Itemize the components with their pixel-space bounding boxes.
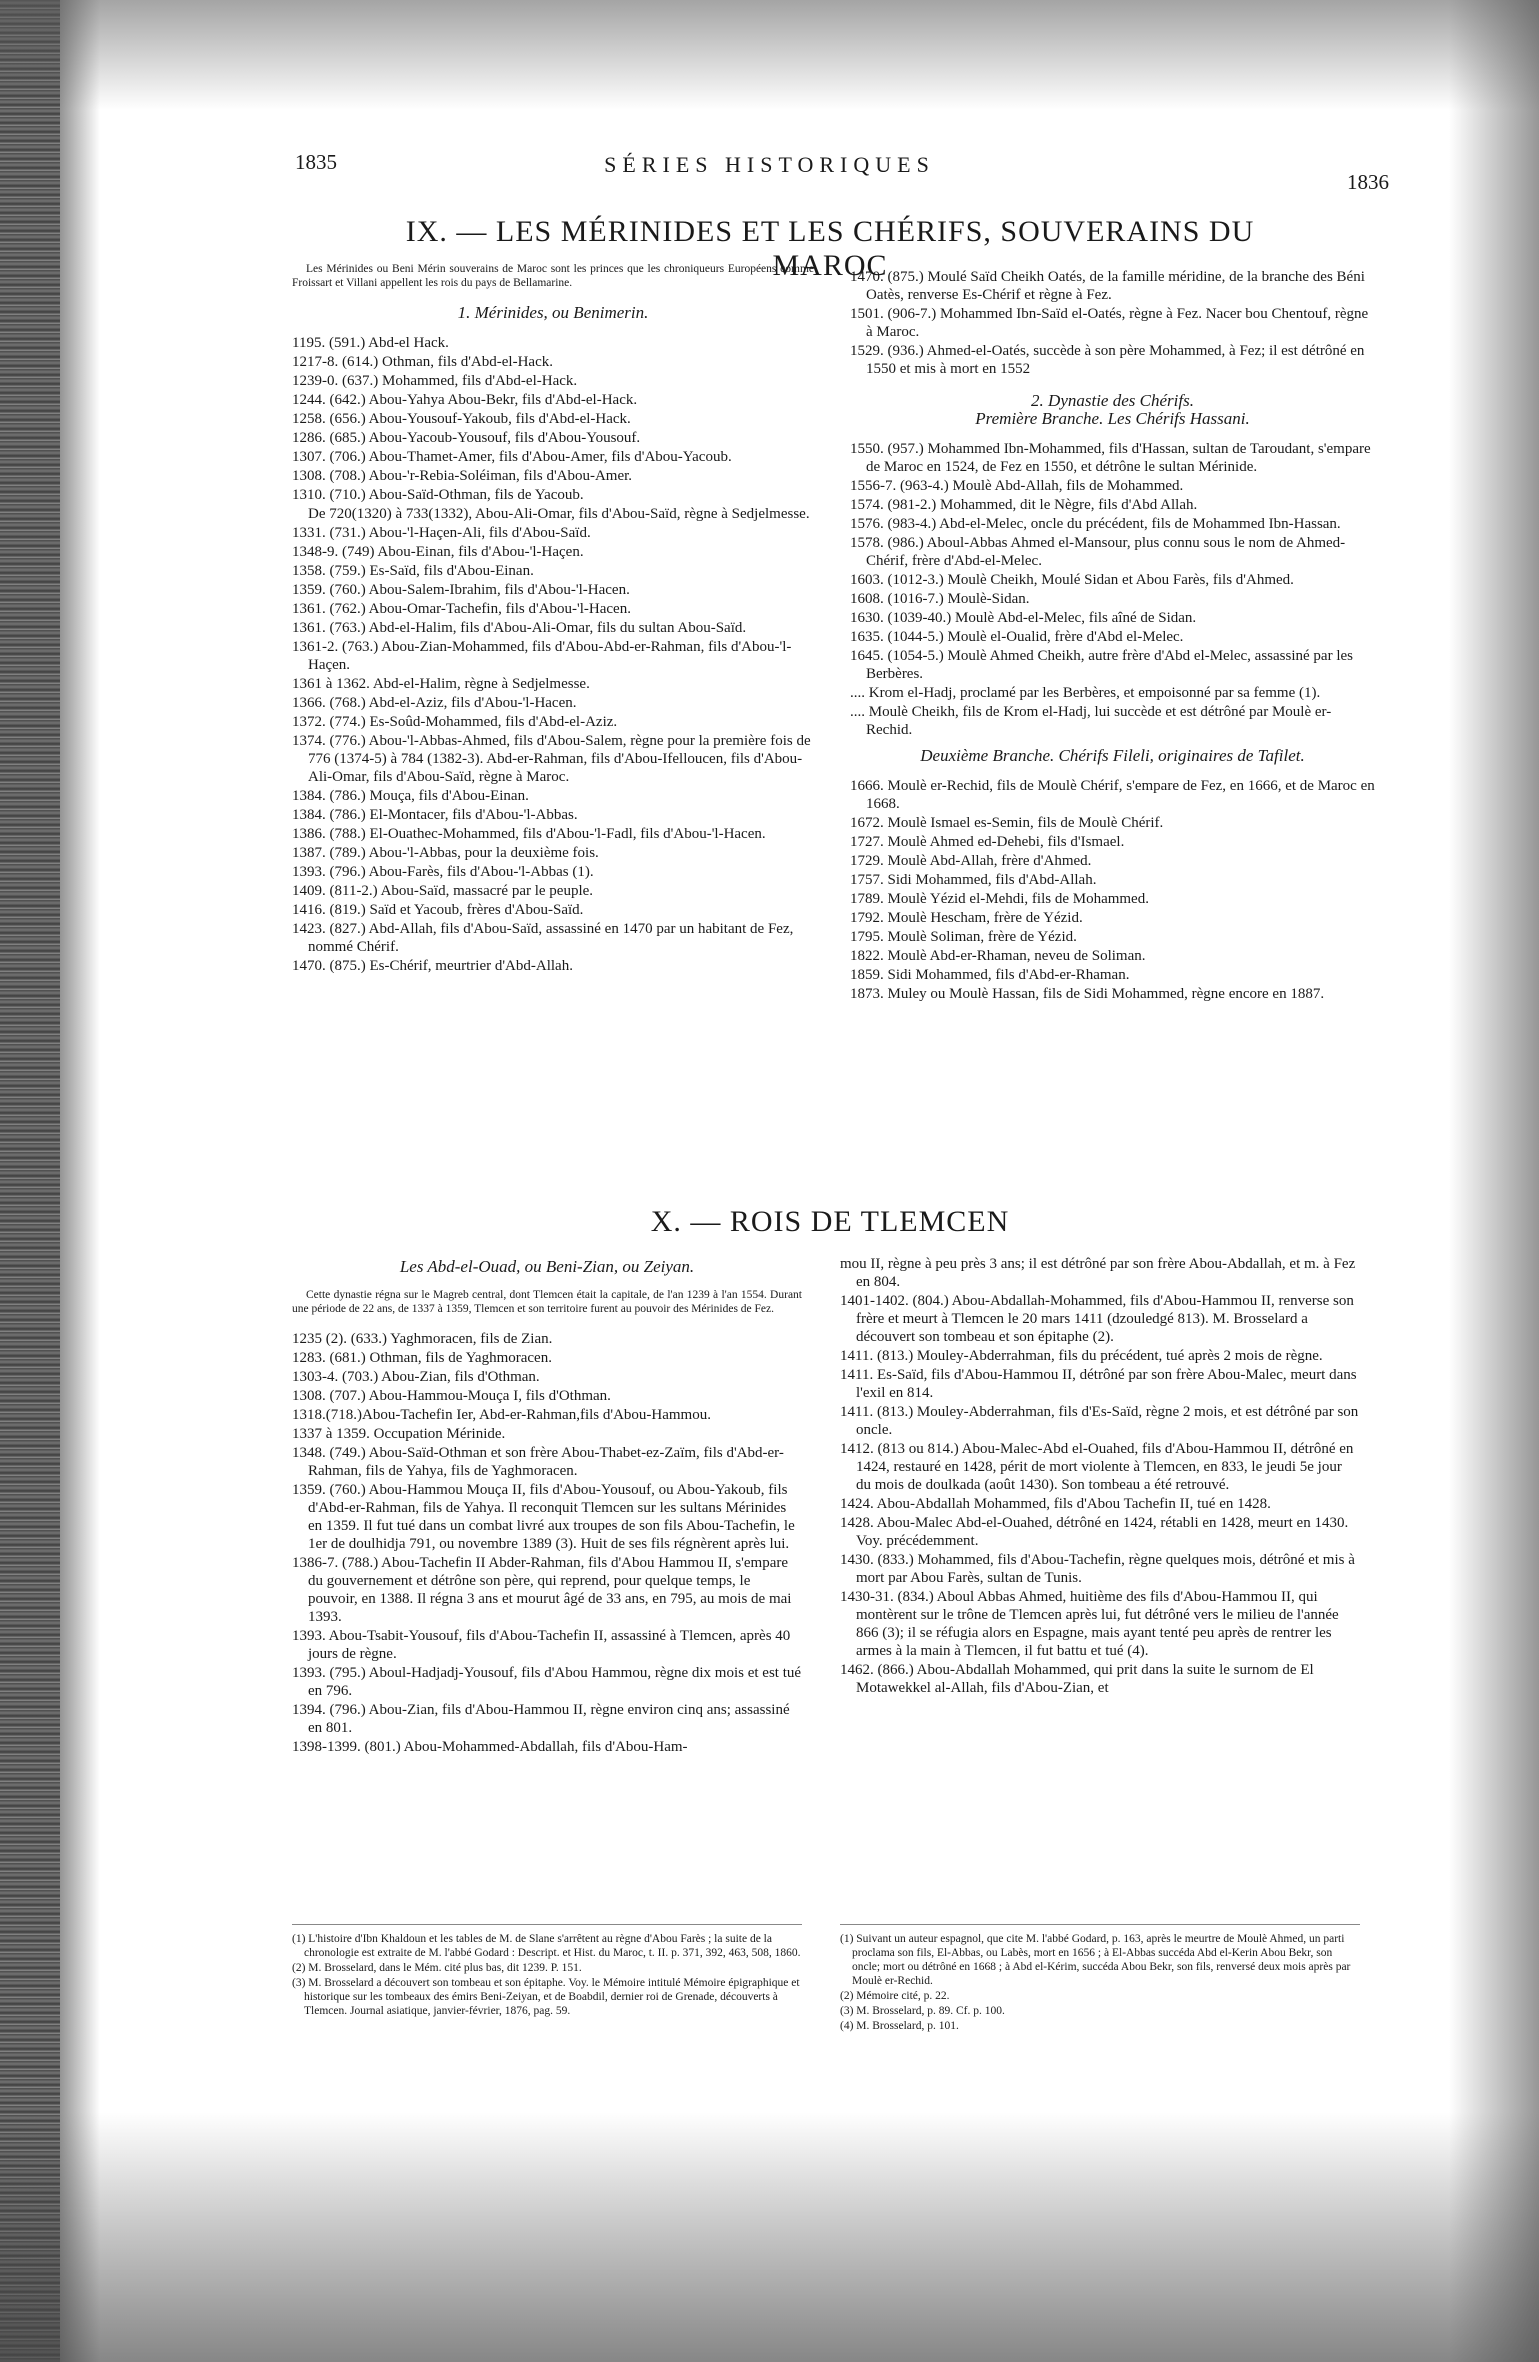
entry: 1411. Es-Saïd, fils d'Abou-Hammou II, détrôné par son frère Abou-Malec, meurt dans l'exil en 814. <box>840 1367 1357 1401</box>
entry: (4) M. Brosselard, p. 101. <box>840 2020 959 2032</box>
oates-list <box>850 268 1375 378</box>
entry: 1361 à 1362. Abd-el-Halim, règne à Sedjelmesse. <box>292 676 590 692</box>
running-title: SÉRIES HISTORIQUES <box>604 152 935 177</box>
entry: 1792. Moulè Hescham, frère de Yézid. <box>850 910 1083 926</box>
entry: 1424. Abou-Abdallah Mohammed, fils d'Abou Tachefin II, tué en 1428. <box>840 1496 1271 1512</box>
section-10-right-column <box>840 1255 1360 1698</box>
entry: 1574. (981-2.) Mohammed, dit le Nègre, fils d'Abd Allah. <box>850 497 1198 513</box>
section-9-intro: Les Mérinides ou Beni Mérin souverains de Maroc sont les princes que les chroniqueurs Européens comme Froissart et Villani appellent les rois du pays de Bellamarine. <box>292 263 814 289</box>
entry: 1386. (788.) El-Ouathec-Mohammed, fils d'Abou-'l-Fadl, fils d'Abou-'l-Hacen. <box>292 826 766 842</box>
entry: (3) M. Brosselard a découvert son tombeau et son épitaphe. Voy. le Mémoire intitulé Mémoire épigraphique et historique sur les tombeaux des émirs Beni-Zeiyan, et de Boabdil, dernier roi de Grenade, découverts à Tlemcen. Journal asiatique, janvier-février, 1876, pag. 59. <box>292 1977 800 2017</box>
entry: 1423. (827.) Abd-Allah, fils d'Abou-Saïd, assassiné en 1470 par un habitant de Fez, nommé Chérif. <box>292 921 794 955</box>
entry: 1401-1402. (804.) Abou-Abdallah-Mohammed, fils d'Abou-Hammou II, renverse son frère et meurt à Tlemcen le 20 mars 1411 (dzouledgé 813). M. Brosselard a découvert son tombeau et son épitaphe (2). <box>840 1293 1354 1345</box>
entry: 1411. (813.) Mouley-Abderrahman, fils d'Es-Saïd, règne 2 mois, et est détrôné par son oncle. <box>840 1404 1359 1438</box>
merinides-heading: 1. Mérinides, ou Benimerin. <box>457 303 649 322</box>
entry: 1384. (786.) El-Montacer, fils d'Abou-'l-Abbas. <box>292 807 578 823</box>
entry: 1393. Abou-Tsabit-Yousouf, fils d'Abou-Tachefin II, assassiné à Tlemcen, après 40 jours de règne. <box>292 1628 791 1662</box>
entry: 1239-0. (637.) Mohammed, fils d'Abd-el-Hack. <box>292 373 578 389</box>
entry: 1366. (768.) Abd-el-Aziz, fils d'Abou-'l-Hacen. <box>292 695 577 711</box>
entry: 1578. (986.) Aboul-Abbas Ahmed el-Mansour, plus connu sous le nom de Ahmed-Chérif, frère d'Abd-el-Melec. <box>850 535 1346 569</box>
hassani-heading: Première Branche. Les Chérifs Hassani. <box>975 409 1250 428</box>
entry: 1608. (1016-7.) Moulè-Sidan. <box>850 591 1030 607</box>
entry: .... Moulè Cheikh, fils de Krom el-Hadj, lui succède et est détrôné par Moulè er-Rechid. <box>850 704 1332 738</box>
entry: 1645. (1054-5.) Moulè Ahmed Cheikh, autre frère d'Abd el-Melec, assassiné par les Berbères. <box>850 648 1353 682</box>
entry: 1258. (656.) Abou-Yousouf-Yakoub, fils d'Abd-el-Hack. <box>292 411 631 427</box>
entry: 1361-2. (763.) Abou-Zian-Mohammed, fils d'Abou-Abd-er-Rahman, fils d'Abou-'l-Haçen. <box>292 639 792 673</box>
page-number-right: 1836 <box>1347 170 1389 194</box>
entry: 1283. (681.) Othman, fils de Yaghmoracen. <box>292 1350 552 1366</box>
entry: mou II, règne à peu près 3 ans; il est détrôné par son frère Abou-Abdallah, et m. à Fez en 804. <box>840 1256 1356 1290</box>
entry: (2) M. Brosselard, dans le Mém. cité plus bas, dit 1239. P. 151. <box>292 1962 582 1974</box>
entry: 1348-9. (749) Abou-Einan, fils d'Abou-'l-Haçen. <box>292 544 584 560</box>
tlemcen-list-left <box>292 1330 802 1756</box>
entry: 1337 à 1359. Occupation Mérinide. <box>292 1426 506 1442</box>
entry: 1729. Moulè Abd-Allah, frère d'Ahmed. <box>850 853 1092 869</box>
entry: 1235 (2). (633.) Yaghmoracen, fils de Zian. <box>292 1331 553 1347</box>
tlemcen-list-right <box>840 1255 1360 1697</box>
entry: 1550. (957.) Mohammed Ibn-Mohammed, fils d'Hassan, sultan de Taroudant, s'empare de Maroc en 1524, de Fez en 1550, et détrône le sultan Mérinide. <box>850 441 1371 475</box>
entry: 1430. (833.) Mohammed, fils d'Abou-Tachefin, règne quelques mois, détrôné et mis à mort par Abou Farès, sultan de Tunis. <box>840 1552 1355 1586</box>
entry: 1501. (906-7.) Mohammed Ibn-Saïd el-Oatés, règne à Fez. Nacer bou Chentouf, règne à Maroc. <box>850 306 1369 340</box>
section-10-left-column <box>292 1250 802 1757</box>
section-10-intro: Cette dynastie régna sur le Magreb central, dont Tlemcen était la capitale, de l'an 1239 à l'an 1554. Durant une période de 22 ans, de 1337 à 1359, Tlemcen et son territoire furent au pouvoir des Mérinides de Fez. <box>292 1289 802 1315</box>
entry: 1331. (731.) Abou-'l-Haçen-Ali, fils d'Abou-Saïd. <box>292 525 591 541</box>
entry: 1409. (811-2.) Abou-Saïd, massacré par le peuple. <box>292 883 594 899</box>
scan-shadow-left <box>60 0 100 2362</box>
entry: 1308. (707.) Abou-Hammou-Mouça I, fils d'Othman. <box>292 1388 611 1404</box>
entry: 1873. Muley ou Moulè Hassan, fils de Sidi Mohammed, règne encore en 1887. <box>850 986 1325 1002</box>
entry: 1576. (983-4.) Abd-el-Melec, oncle du précédent, fils de Mohammed Ibn-Hassan. <box>850 516 1341 532</box>
fileli-heading: Deuxième Branche. Chérifs Fileli, originaires de Tafilet. <box>920 746 1305 765</box>
entry: 1286. (685.) Abou-Yacoub-Yousouf, fils d'Abou-Yousouf. <box>292 430 641 446</box>
entry: 1308. (708.) Abou-'r-Rebia-Soléiman, fils d'Abou-Amer. <box>292 468 633 484</box>
entry: 1386-7. (788.) Abou-Tachefin II Abder-Rahman, fils d'Abou Hammou II, s'empare du gouvernement et détrône son père, qui reprend, pour quelque temps, le pouvoir, en 1388. Il régna 3 ans et mourut âgé de 33 ans, en 795, au mois de mai 1393. <box>292 1555 792 1625</box>
entry: 1217-8. (614.) Othman, fils d'Abd-el-Hack. <box>292 354 553 370</box>
entry: 1603. (1012-3.) Moulè Cheikh, Moulé Sidan et Abou Farès, fils d'Ahmed. <box>850 572 1294 588</box>
entry: 1310. (710.) Abou-Saïd-Othman, fils de Yacoub. <box>292 487 584 503</box>
section-9-right-column <box>850 268 1375 1004</box>
entry: 1387. (789.) Abou-'l-Abbas, pour la deuxième fois. <box>292 845 599 861</box>
entry: 1372. (774.) Es-Soûd-Mohammed, fils d'Abd-el-Aziz. <box>292 714 618 730</box>
entry: (1) L'histoire d'Ibn Khaldoun et les tables de M. de Slane s'arrêtent au règne d'Abou Farès ; la suite de la chronologie est extraite de M. l'abbé Godard : Descript. et Hist. du Maroc, t. II. p. 371, 392, 463, 508, 1860. <box>292 1933 801 1959</box>
entry: 1348. (749.) Abou-Saïd-Othman et son frère Abou-Thabet-ez-Zaïm, fils d'Abd-er-Rahman, fils de Yahya, fils de Yaghmoracen. <box>292 1445 784 1479</box>
entry: 1195. (591.) Abd-el Hack. <box>292 335 449 351</box>
entry: 1757. Sidi Mohammed, fils d'Abd-Allah. <box>850 872 1097 888</box>
section-9-left-column <box>292 262 814 976</box>
entry: 1630. (1039-40.) Moulè Abd-el-Melec, fils aîné de Sidan. <box>850 610 1197 626</box>
entry: 1556-7. (963-4.) Moulè Abd-Allah, fils de Mohammed. <box>850 478 1184 494</box>
entry: 1361. (763.) Abd-el-Halim, fils d'Abou-Ali-Omar, fils du sultan Abou-Saïd. <box>292 620 747 636</box>
entry: 1384. (786.) Mouça, fils d'Abou-Einan. <box>292 788 529 804</box>
entry: 1462. (866.) Abou-Abdallah Mohammed, qui prit dans la suite le surnom de El Motawekkel al-Allah, fils d'Abou-Zian, et <box>840 1662 1314 1696</box>
entry: .... Krom el-Hadj, proclamé par les Berbères, et empoisonné par sa femme (1). <box>850 685 1321 701</box>
fileli-list <box>850 777 1375 1003</box>
entry: 1529. (936.) Ahmed-el-Oatés, succède à son père Mohammed, à Fez; il est détrôné en 1550 et mis à mort en 1552 <box>850 343 1365 377</box>
entry: 1470. (875.) Es-Chérif, meurtrier d'Abd-Allah. <box>292 958 573 974</box>
entry: 1822. Moulè Abd-er-Rhaman, neveu de Soliman. <box>850 948 1146 964</box>
entry: 1394. (796.) Abou-Zian, fils d'Abou-Hammou II, règne environ cinq ans; assassiné en 801. <box>292 1702 790 1736</box>
entry: 1359. (760.) Abou-Salem-Ibrahim, fils d'Abou-'l-Hacen. <box>292 582 630 598</box>
scan-edge-left <box>0 0 60 2362</box>
entry: (3) M. Brosselard, p. 89. Cf. p. 100. <box>840 2005 1005 2017</box>
merinides-list-1 <box>292 334 814 504</box>
entry: 1358. (759.) Es-Saïd, fils d'Abou-Einan. <box>292 563 534 579</box>
entry: 1361. (762.) Abou-Omar-Tachefin, fils d'Abou-'l-Hacen. <box>292 601 631 617</box>
entry: 1318.(718.)Abou-Tachefin Ier, Abd-er-Rahman,fils d'Abou-Hammou. <box>292 1407 711 1423</box>
entry: 1412. (813 ou 814.) Abou-Malec-Abd el-Ouahed, fils d'Abou-Hammou II, détrôné en 1424, restauré en 1428, périt de mort violente à Tlemcen, en 833, le jeudi 5e jour du mois de doulkada (août 1430). Son tombeau a été retrouvé. <box>840 1441 1354 1493</box>
entry: 1393. (796.) Abou-Farès, fils d'Abou-'l-Abbas (1). <box>292 864 594 880</box>
entry: 1666. Moulè er-Rechid, fils de Moulè Chérif, s'empare de Fez, en 1666, et de Maroc en 1668. <box>850 778 1375 812</box>
footnotes-right <box>840 1932 1360 2034</box>
section-10-title: X. — ROIS DE TLEMCEN <box>650 1205 1010 1238</box>
merinides-list-2 <box>292 524 814 975</box>
page-number-left: 1835 <box>295 150 337 174</box>
hassani-list <box>850 440 1375 739</box>
entry: 1303-4. (703.) Abou-Zian, fils d'Othman. <box>292 1369 540 1385</box>
scan-edge-right <box>1449 0 1539 2362</box>
footnote-rule-left <box>292 1924 802 1925</box>
entry: 1789. Moulè Yézid el-Mehdi, fils de Mohammed. <box>850 891 1149 907</box>
cherifs-heading: 2. Dynastie des Chérifs. <box>1031 391 1194 410</box>
scan-edge-top <box>0 0 1539 110</box>
abd-el-ouad-heading: Les Abd-el-Ouad, ou Beni-Zian, ou Zeiyan. <box>399 1257 695 1276</box>
footnote-rule-right <box>840 1924 1360 1925</box>
entry: 1359. (760.) Abou-Hammou Mouça II, fils d'Abou-Yousouf, ou Abou-Yakoub, fils d'Abd-er-Rahman, fils de Yahya. Il reconquit Tlemcen sur les sultans Mérinides en 1359. Il fut tué dans un combat livré aux troupes de son fils Abou-Tachefin, le 1er de doulhidja 791, ou novembre 1389 (3). Huit de ses fils régnèrent après lui. <box>292 1482 795 1552</box>
entry: 1393. (795.) Aboul-Hadjadj-Yousouf, fils d'Abou Hammou, règne dix mois et est tué en 796. <box>292 1665 802 1699</box>
entry: 1727. Moulè Ahmed ed-Dehebi, fils d'Ismael. <box>850 834 1125 850</box>
entry: (2) Mémoire cité, p. 22. <box>840 1990 950 2002</box>
entry: 1307. (706.) Abou-Thamet-Amer, fils d'Abou-Amer, fils d'Abou-Yacoub. <box>292 449 732 465</box>
entry: 1859. Sidi Mohammed, fils d'Abd-er-Rhaman. <box>850 967 1130 983</box>
merinides-sub-entry: De 720(1320) à 733(1332), Abou-Ali-Omar, fils d'Abou-Saïd, règne à Sedjelmesse. <box>308 506 810 522</box>
entry: 1416. (819.) Saïd et Yacoub, frères d'Abou-Saïd. <box>292 902 584 918</box>
entry: (1) Suivant un auteur espagnol, que cite M. l'abbé Godard, p. 163, après le meurtre de Moulè Ahmed, un parti proclama son fils, El-Abbas, ou Labès, mort en 1656 ; à El-Abbas succéda Abd el-Kerin Abou Bekr, son oncle; mort ou détrôné en 1668 ; à Abd el-Kérim, succéda Abou Bekr, son fils, renversé deux mois après par Moulè er-Rechid. <box>840 1933 1351 1987</box>
entry: 1672. Moulè Ismael es-Semin, fils de Moulè Chérif. <box>850 815 1164 831</box>
scan-edge-bottom <box>0 2112 1539 2362</box>
entry: 1430-31. (834.) Aboul Abbas Ahmed, huitième des fils d'Abou-Hammou II, qui montèrent sur le trône de Tlemcen après lui, fut détrôné vers le milieu de l'année 866 (3); il se réfugia alors en Espagne, mais ayant tenté peu après de rentrer les armes à la main à Tlemcen, il fut battu et tué (4). <box>840 1589 1339 1659</box>
footnotes-left <box>292 1932 802 2019</box>
entry: 1635. (1044-5.) Moulè el-Oualid, frère d'Abd el-Melec. <box>850 629 1184 645</box>
section-9-title: IX. — LES MÉRINIDES ET LES CHÉRIFS, SOUVERAINS DU MAROC <box>405 215 1255 282</box>
entry: 1795. Moulè Soliman, frère de Yézid. <box>850 929 1077 945</box>
entry: 1244. (642.) Abou-Yahya Abou-Bekr, fils d'Abd-el-Hack. <box>292 392 638 408</box>
entry: 1398-1399. (801.) Abou-Mohammed-Abdallah, fils d'Abou-Ham- <box>292 1739 688 1755</box>
entry: 1470. (875.) Moulé Saïd Cheikh Oatés, de la famille méridine, de la branche des Béni Oatès, renverse Es-Chérif et règne à Fez. <box>850 269 1365 303</box>
entry: 1374. (776.) Abou-'l-Abbas-Ahmed, fils d'Abou-Salem, règne pour la première fois de 776 (1374-5) à 784 (1382-3). Abd-er-Rahman, fils d'Abou-Ifelloucen, fils d'Abou-Ali-Omar, fils d'Abou-Saïd, règne à Maroc. <box>292 733 811 785</box>
entry: 1411. (813.) Mouley-Abderrahman, fils du précédent, tué après 2 mois de règne. <box>840 1348 1323 1364</box>
entry: 1428. Abou-Malec Abd-el-Ouahed, détrôné en 1424, rétabli en 1428, meurt en 1430. Voy. précédemment. <box>840 1515 1349 1549</box>
